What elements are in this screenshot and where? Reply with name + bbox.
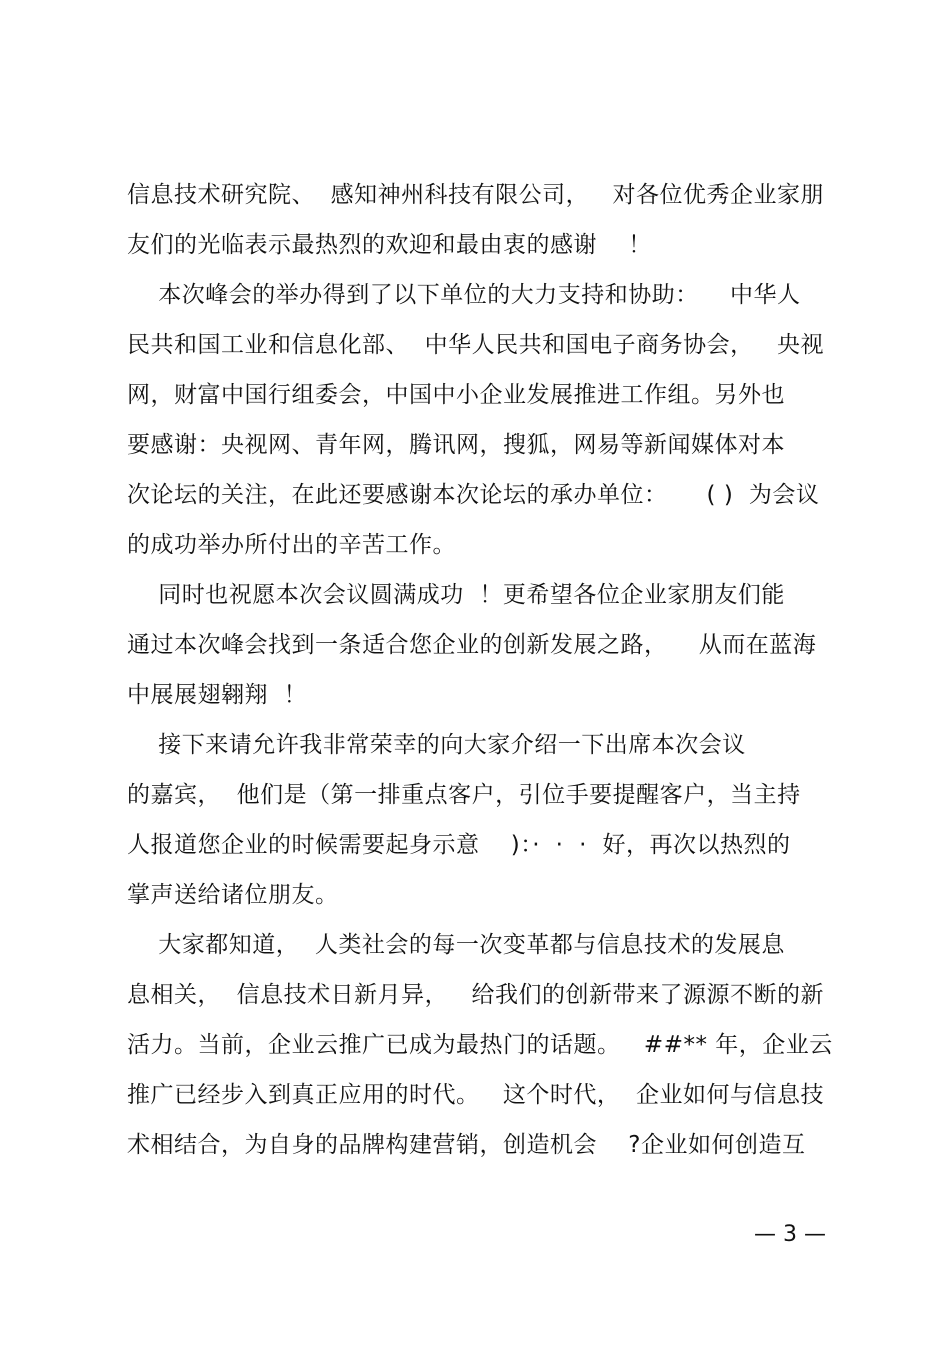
page-number: — 3 — <box>754 1222 826 1247</box>
text-line: 友们的光临表示最热烈的欢迎和最由衷的感谢 ！ <box>127 232 652 258</box>
text-line: 的嘉宾， 他们是（第一排重点客户，引位手要提醒客户，当主持 <box>127 782 801 808</box>
text-line: 掌声送给诸位朋友。 <box>127 882 339 908</box>
text-line: 信息技术研究院、 感知神州科技有限公司， 对各位优秀企业家朋 <box>127 182 825 208</box>
text-line: 同时也祝愿本次会议圆满成功 ！更希望各位企业家朋友们能 <box>127 582 785 608</box>
text-line: 人报道您企业的时候需要起身示意 )：· · · 好，再次以热烈的 <box>127 832 791 858</box>
text-line: 推广已经步入到真正应用的时代。 这个时代， 企业如何与信息技 <box>127 1082 825 1108</box>
text-line: 活力。当前，企业云推广已成为最热门的话题。 ##** 年，企业云 <box>127 1032 833 1058</box>
text-line: 民共和国工业和信息化部、 中华人民共和国电子商务协会， 央视 <box>127 332 825 358</box>
text-line: 息相关， 信息技术日新月异， 给我们的创新带来了源源不断的新 <box>127 982 825 1008</box>
text-line: 本次峰会的举办得到了以下单位的大力支持和协助： 中华人 <box>127 282 801 308</box>
text-line: 通过本次峰会找到一条适合您企业的创新发展之路， 从而在蓝海 <box>127 632 817 658</box>
text-line: 要感谢：央视网、青年网，腾讯网，搜狐，网易等新闻媒体对本 <box>127 432 785 458</box>
text-line: 的成功举办所付出的辛苦工作。 <box>127 532 456 558</box>
text-line: 大家都知道， 人类社会的每一次变革都与信息技术的发展息 <box>127 932 785 958</box>
text-line: 网，财富中国行组委会，中国中小企业发展推进工作组。另外也 <box>127 382 785 408</box>
text-line: 接下来请允许我非常荣幸的向大家介绍一下出席本次会议 <box>127 732 746 758</box>
text-line: 中展展翅翱翔 ！ <box>127 682 308 708</box>
text-line: 术相结合，为自身的品牌构建营销，创造机会 ?企业如何创造互 <box>127 1132 806 1158</box>
text-line: 次论坛的关注，在此还要感谢本次论坛的承办单位： ( ) 为会议 <box>127 482 820 508</box>
